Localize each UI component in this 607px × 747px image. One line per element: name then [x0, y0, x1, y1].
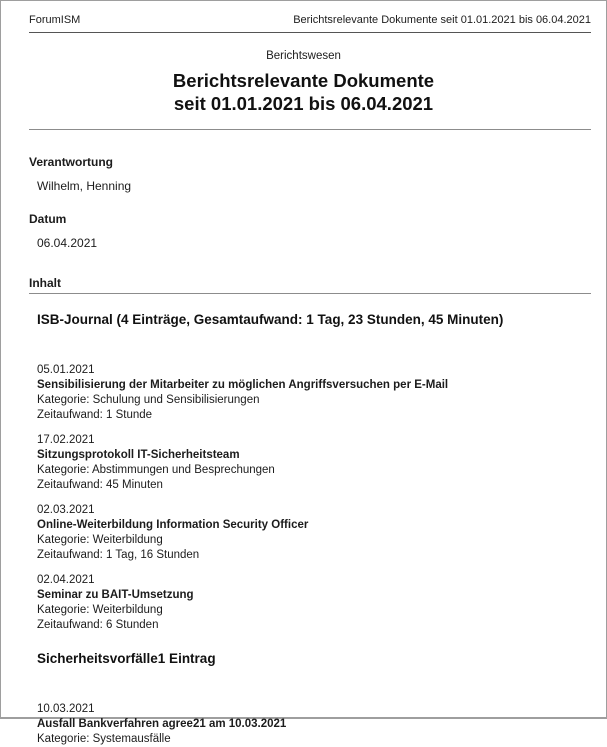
entry-zeitaufwand: Zeitaufwand: 45 Minuten	[37, 479, 163, 491]
entry-date: 02.04.2021	[37, 574, 95, 586]
document-title-line1: Berichtsrelevante Dokumente	[172, 70, 435, 91]
entry-zeitaufwand: Zeitaufwand: 6 Stunden	[37, 619, 159, 631]
meta-block	[29, 155, 591, 290]
verantwortung-label: Verantwortung	[29, 155, 114, 169]
section-heading-sicherheitsvorfaelle: Sicherheitsvorfälle1 Eintrag	[37, 651, 216, 666]
entry-zeitaufwand: Zeitaufwand: 1 Tag, 16 Stunden	[37, 549, 200, 561]
entry-kategorie: Kategorie: Schulung und Sensibilisierungen	[37, 394, 260, 406]
entry-date: 05.01.2021	[37, 364, 95, 376]
entry-kategorie: Kategorie: Abstimmungen und Besprechungen	[37, 464, 275, 476]
journal-entry	[37, 363, 591, 423]
entry-kategorie: Kategorie: Weiterbildung	[37, 534, 163, 546]
entry-date: 10.03.2021	[37, 703, 95, 715]
document-title-line2: seit 01.01.2021 bis 06.04.2021	[173, 93, 434, 114]
entry-title: Seminar zu BAIT-Umsetzung	[37, 589, 194, 601]
verantwortung-value: Wilhelm, Henning	[37, 179, 132, 193]
running-title: Berichtsrelevante Dokumente seit 01.01.2021 bis 06.04.2021	[293, 14, 591, 26]
entry-title: Online-Weiterbildung Information Security Officer	[37, 519, 309, 531]
journal-entry	[37, 573, 591, 633]
page-header	[29, 14, 591, 33]
document-title	[1, 69, 606, 115]
journal-entry	[37, 503, 591, 563]
datum-value: 06.04.2021	[37, 236, 98, 250]
entry-date: 17.02.2021	[37, 434, 95, 446]
journal-entry	[37, 702, 591, 747]
inhalt-divider	[29, 293, 591, 294]
entry-date: 02.03.2021	[37, 504, 95, 516]
entry-title: Ausfall Bankverfahren agree21 am 10.03.2021	[37, 718, 287, 730]
entry-kategorie: Kategorie: Systemausfälle	[37, 733, 171, 745]
entry-kategorie: Kategorie: Weiterbildung	[37, 604, 163, 616]
isb-journal-entries	[37, 363, 591, 633]
report-page	[1, 1, 606, 745]
entry-zeitaufwand: Zeitaufwand: 1 Stunde	[37, 409, 153, 421]
datum-label: Datum	[29, 212, 67, 226]
report-category: Berichtswesen	[266, 50, 341, 62]
title-divider	[29, 129, 591, 130]
entry-title: Sensibilisierung der Mitarbeiter zu möglichen Angriffsversuchen per E-Mail	[37, 379, 449, 391]
section-heading-isb-journal: ISB-Journal (4 Einträge, Gesamtaufwand: 1 Tag, 23 Stunden, 45 Minuten)	[37, 312, 504, 327]
entry-title: Sitzungsprotokoll IT-Sicherheitsteam	[37, 449, 240, 461]
sicherheitsvorfaelle-entries	[37, 702, 591, 747]
app-name: ForumISM	[29, 14, 81, 26]
inhalt-label: Inhalt	[29, 276, 61, 290]
journal-entry	[37, 433, 591, 493]
